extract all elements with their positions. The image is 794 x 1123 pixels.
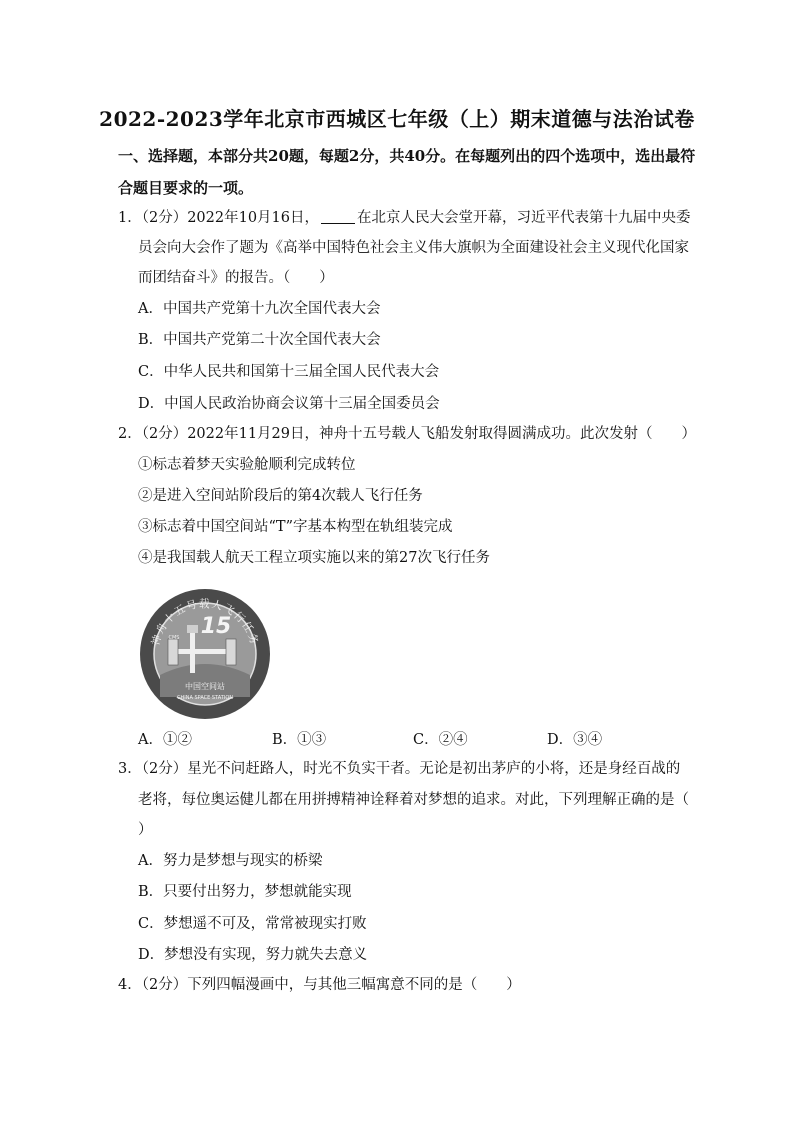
q2-item-2: ②是进入空间站阶段后的第4次载人飞行任务 bbox=[138, 488, 423, 504]
q1-option-c: C．中华人民共和国第十三届全国人民代表大会 bbox=[138, 364, 440, 380]
logo-mission-number: 15 bbox=[200, 614, 232, 639]
answer-blank bbox=[321, 209, 355, 224]
q2-choice-d: D．③④ bbox=[547, 732, 603, 748]
q2-choice-b: B．①③ bbox=[272, 732, 327, 748]
section-heading-line1: 一、选择题，本部分共20题，每题2分，共40分。在每题列出的四个选项中，选出最符 bbox=[118, 147, 696, 165]
q3-option-d: D．梦想没有实现，努力就失去意义 bbox=[138, 947, 368, 963]
q2-item-4: ④是我国载人航天工程立项实施以来的第27次飞行任务 bbox=[138, 550, 490, 566]
q3-stem-line3: ） bbox=[138, 822, 153, 838]
q1-stem-line3: 而团结奋斗》的报告。（ ） bbox=[138, 270, 334, 286]
q1-option-b: B．中国共产党第二十次全国代表大会 bbox=[138, 332, 381, 348]
logo-station-cn: 中国空间站 bbox=[185, 682, 225, 691]
q3-stem-line2: 老将，每位奥运健儿都在用拼搏精神诠释着对梦想的追求。对此，下列理解正确的是（ bbox=[138, 792, 689, 808]
q4-stem: 4．（2分）下列四幅漫画中，与其他三幅寓意不同的是（ ） bbox=[118, 977, 521, 993]
q1-stem-line1 bbox=[118, 208, 691, 228]
page-title: 2022-2023学年北京市西城区七年级（上）期末道德与法治试卷 bbox=[99, 107, 695, 131]
q3-option-c: C．梦想遥不可及，常常被现实打败 bbox=[138, 916, 367, 932]
q1-stem-part1: 1．（2分）2022年10月16日， bbox=[118, 210, 320, 226]
q1-option-d: D．中国人民政治协商会议第十三届全国委员会 bbox=[138, 396, 440, 412]
q2-choice-c: C．②④ bbox=[413, 732, 468, 748]
logo-ring-text: 神舟十五号载人飞行任务 bbox=[149, 598, 261, 648]
q1-option-a: A．中国共产党第十九次全国代表大会 bbox=[138, 301, 381, 317]
mission-logo-image bbox=[138, 587, 272, 721]
q2-choice-a: A．①② bbox=[138, 732, 192, 748]
q2-item-3: ③标志着中国空间站“T”字基本构型在轨组装完成 bbox=[138, 519, 453, 535]
q3-option-b: B．只要付出努力，梦想就能实现 bbox=[138, 884, 352, 900]
q1-stem-part2: 在北京人民大会堂开幕，习近平代表第十九届中央委 bbox=[357, 210, 691, 226]
q1-stem-line2: 员会向大会作了题为《高举中国特色社会主义伟大旗帜为全面建设社会主义现代化国家 bbox=[138, 240, 689, 256]
q3-stem-line1: 3．（2分）星光不问赶路人，时光不负实干者。无论是初出茅庐的小将，还是身经百战的 bbox=[118, 761, 681, 777]
logo-cms-text: CMS bbox=[168, 635, 180, 641]
q3-option-a: A．努力是梦想与现实的桥梁 bbox=[138, 853, 323, 869]
logo-station-en: CHINA SPACE STATION bbox=[177, 695, 233, 701]
q2-stem: 2．（2分）2022年11月29日，神舟十五号载人飞船发射取得圆满成功。此次发射（ ） bbox=[118, 426, 697, 442]
section-heading-line2: 合题目要求的一项。 bbox=[118, 179, 254, 197]
q2-item-1: ①标志着梦天实验舱顺利完成转位 bbox=[138, 457, 356, 473]
